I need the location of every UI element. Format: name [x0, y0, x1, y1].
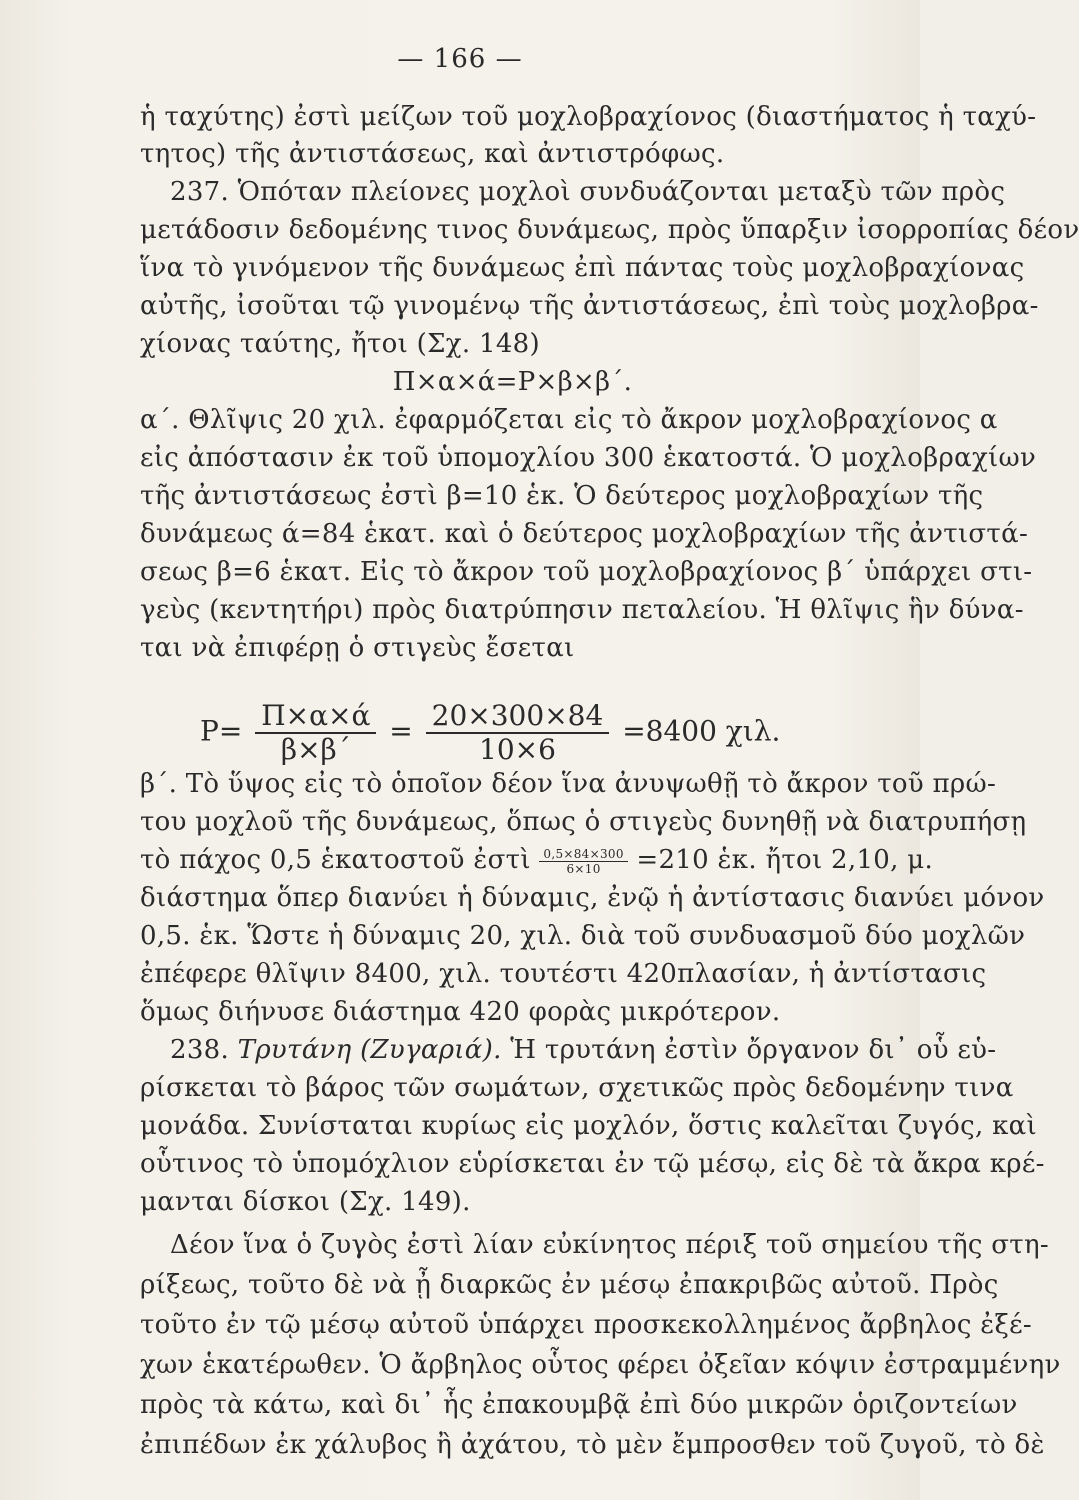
section-title: Τρυτάνη (Ζυγαριά).	[237, 1035, 502, 1065]
text-line: 0,5. ἑκ. Ὥστε ἡ δύναμις 20, χιλ. διὰ τοῦ συνδυασμοῦ δύο μοχλῶν	[140, 921, 1026, 951]
text-line: πρὸς τὰ κάτω, καὶ δι᾽ ἧς ἐπακουμβᾷ ἐπὶ δύο μικρῶν ὁριζοντείων	[140, 1390, 1018, 1420]
fraction-numerator: 0,5×84×300	[539, 847, 627, 862]
text-line: διάστημα ὅπερ διανύει ἡ δύναμις, ἐνῷ ἡ ἀντίστασις διανύει μόνον	[140, 883, 1045, 913]
text-line: αὐτῆς, ἰσοῦται τῷ γινομένῳ τῆς ἀντιστάσεως, ἐπὶ τοὺς μοχλοβρα-	[140, 291, 1039, 321]
formula-equals: =	[389, 714, 413, 748]
fraction-denominator: β×β΄	[280, 733, 351, 766]
formula-lhs: Ρ=	[200, 714, 243, 748]
fraction-numerator: Π×α×ά	[255, 700, 376, 734]
text-line: ἵνα τὸ γινόμενον τῆς δυνάμεως ἐπὶ πάντας τοὺς μοχλοβραχίονας	[140, 253, 1025, 283]
text-line: σεως β=6 ἑκατ. Εἰς τὸ ἄκρον τοῦ μοχλοβραχίονος β΄ ὑπάρχει στι-	[140, 557, 1033, 587]
text-line: χίονας ταύτης, ἤτοι (Σχ. 148)	[140, 329, 540, 359]
text-line: μονάδα. Συνίσταται κυρίως εἰς μοχλόν, ὅστις καλεῖται ζυγός, καὶ	[140, 1111, 1037, 1141]
text-line: ἐπιπέδων ἐκ χάλυβος ἢ ἀχάτου, τὸ μὲν ἔμπροσθεν τοῦ ζυγοῦ, τὸ δὲ	[140, 1430, 1045, 1460]
text-line: ἐπέφερε θλῖψιν 8400, χιλ. τουτέστι 420πλασίαν, ἡ ἀντίστασις	[140, 959, 987, 989]
text-line: ρίξεως, τοῦτο δὲ νὰ ᾖ διαρκῶς ἐν μέσῳ ἐπακριβῶς αὐτοῦ. Πρὸς	[140, 1270, 999, 1300]
text-line: τοῦτο ἐν τῷ μέσῳ αὐτοῦ ὑπάρχει προσκεκολλημένος ἄρβηλος ἐξέ-	[140, 1310, 1033, 1340]
fraction-numerator: 20×300×84	[426, 700, 610, 734]
formula-result: =8400 χιλ.	[622, 714, 781, 748]
formula-fraction-numeric	[426, 700, 610, 766]
formula-fraction-symbolic	[255, 700, 376, 766]
paragraph-238-start	[140, 1033, 997, 1067]
section-number: 238.	[170, 1035, 230, 1065]
paragraph-start: Δέον ἵνα ὁ ζυγὸς ἐστὶ λίαν εὐκίνητος πέριξ τοῦ σημείου τῆς στη-	[170, 1230, 1049, 1260]
text-line: μετάδοσιν δεδομένης τινος δυνάμεως, πρὸς ὕπαρξιν ἰσορροπίας δέον	[140, 215, 1079, 245]
text-line: του μοχλοῦ τῆς δυνάμεως, ὅπως ὁ στιγεὺς δυνηθῇ νὰ διατρυπήσῃ	[140, 807, 1027, 837]
text-line: ὅμως διήνυσε διάστημα 420 φορὰς μικρότερον.	[140, 997, 781, 1027]
text-line: δυνάμεως ά=84 ἑκατ. καὶ ὁ δεύτερος μοχλοβραχίων τῆς ἀντιστά-	[140, 519, 1029, 549]
text-segment: =210 ἑκ. ἤτοι 2,10, μ.	[636, 845, 934, 875]
text-segment: Ἡ τρυτάνη ἐστὶν ὄργανον δι᾽ οὗ εὑ-	[510, 1035, 997, 1065]
paragraph-237-start: 237. Ὁπόταν πλείονες μοχλοὶ συνδυάζονται μεταξὺ τῶν πρὸς	[170, 177, 1006, 207]
equation-equilibrium: Π×α×ά=Ρ×β×β΄.	[392, 367, 633, 397]
text-line: χων ἑκατέρωθεν. Ὁ ἄρβηλος οὗτος φέρει ὀξεῖαν κόψιν ἐστραμμένην	[140, 1350, 1061, 1380]
text-line: ρίσκεται τὸ βάρος τῶν σωμάτων, σχετικῶς πρὸς δεδομένην τινα	[140, 1073, 1014, 1103]
text-line: τῆς ἀντιστάσεως ἐστὶ β=10 ἑκ. Ὁ δεύτερος μοχλοβραχίων τῆς	[140, 481, 984, 511]
text-line: α΄. Θλῖψις 20 χιλ. ἐφαρμόζεται εἰς τὸ ἄκρον μοχλοβραχίονος α	[140, 405, 998, 435]
text-line: ται νὰ ἐπιφέρῃ ὁ στιγεὺς ἔσεται	[140, 633, 575, 663]
text-line: οὗτινος τὸ ὑπομόχλιον εὑρίσκεται ἐν τῷ μέσῳ, εἰς δὲ τὰ ἄκρα κρέ-	[140, 1149, 1045, 1179]
fraction-denominator: 10×6	[479, 733, 556, 766]
text-segment: τὸ πάχος 0,5 ἑκατοστοῦ ἐστὶ	[140, 845, 531, 875]
text-line: β΄. Τὸ ὕψος εἰς τὸ ὁποῖον δέον ἵνα ἀνυψωθῇ τὸ ἄκρον τοῦ πρώ-	[140, 769, 997, 799]
page-number: — 166 —	[397, 44, 523, 74]
text-line: μανται δίσκοι (Σχ. 149).	[140, 1187, 471, 1217]
text-line-thickness	[140, 843, 934, 877]
text-line: εἰς ἀπόστασιν ἐκ τοῦ ὑπομοχλίου 300 ἑκατοστά. Ὁ μοχλοβραχίων	[140, 443, 1037, 473]
text-line: γεὺς (κεντητήρι) πρὸς διατρύπησιν πεταλείου. Ἡ θλῖψις ἣν δύνα-	[140, 595, 1024, 625]
fraction-denominator: 6×10	[566, 861, 601, 876]
inline-fraction	[539, 847, 627, 876]
text-line: ἡ ταχύτης) ἐστὶ μείζων τοῦ μοχλοβραχίονος (διαστήματος ἡ ταχύ-	[140, 102, 1037, 132]
text-line: τητος) τῆς ἀντιστάσεως, καὶ ἀντιστρόφως.	[140, 139, 725, 169]
formula-pressure	[200, 700, 840, 766]
